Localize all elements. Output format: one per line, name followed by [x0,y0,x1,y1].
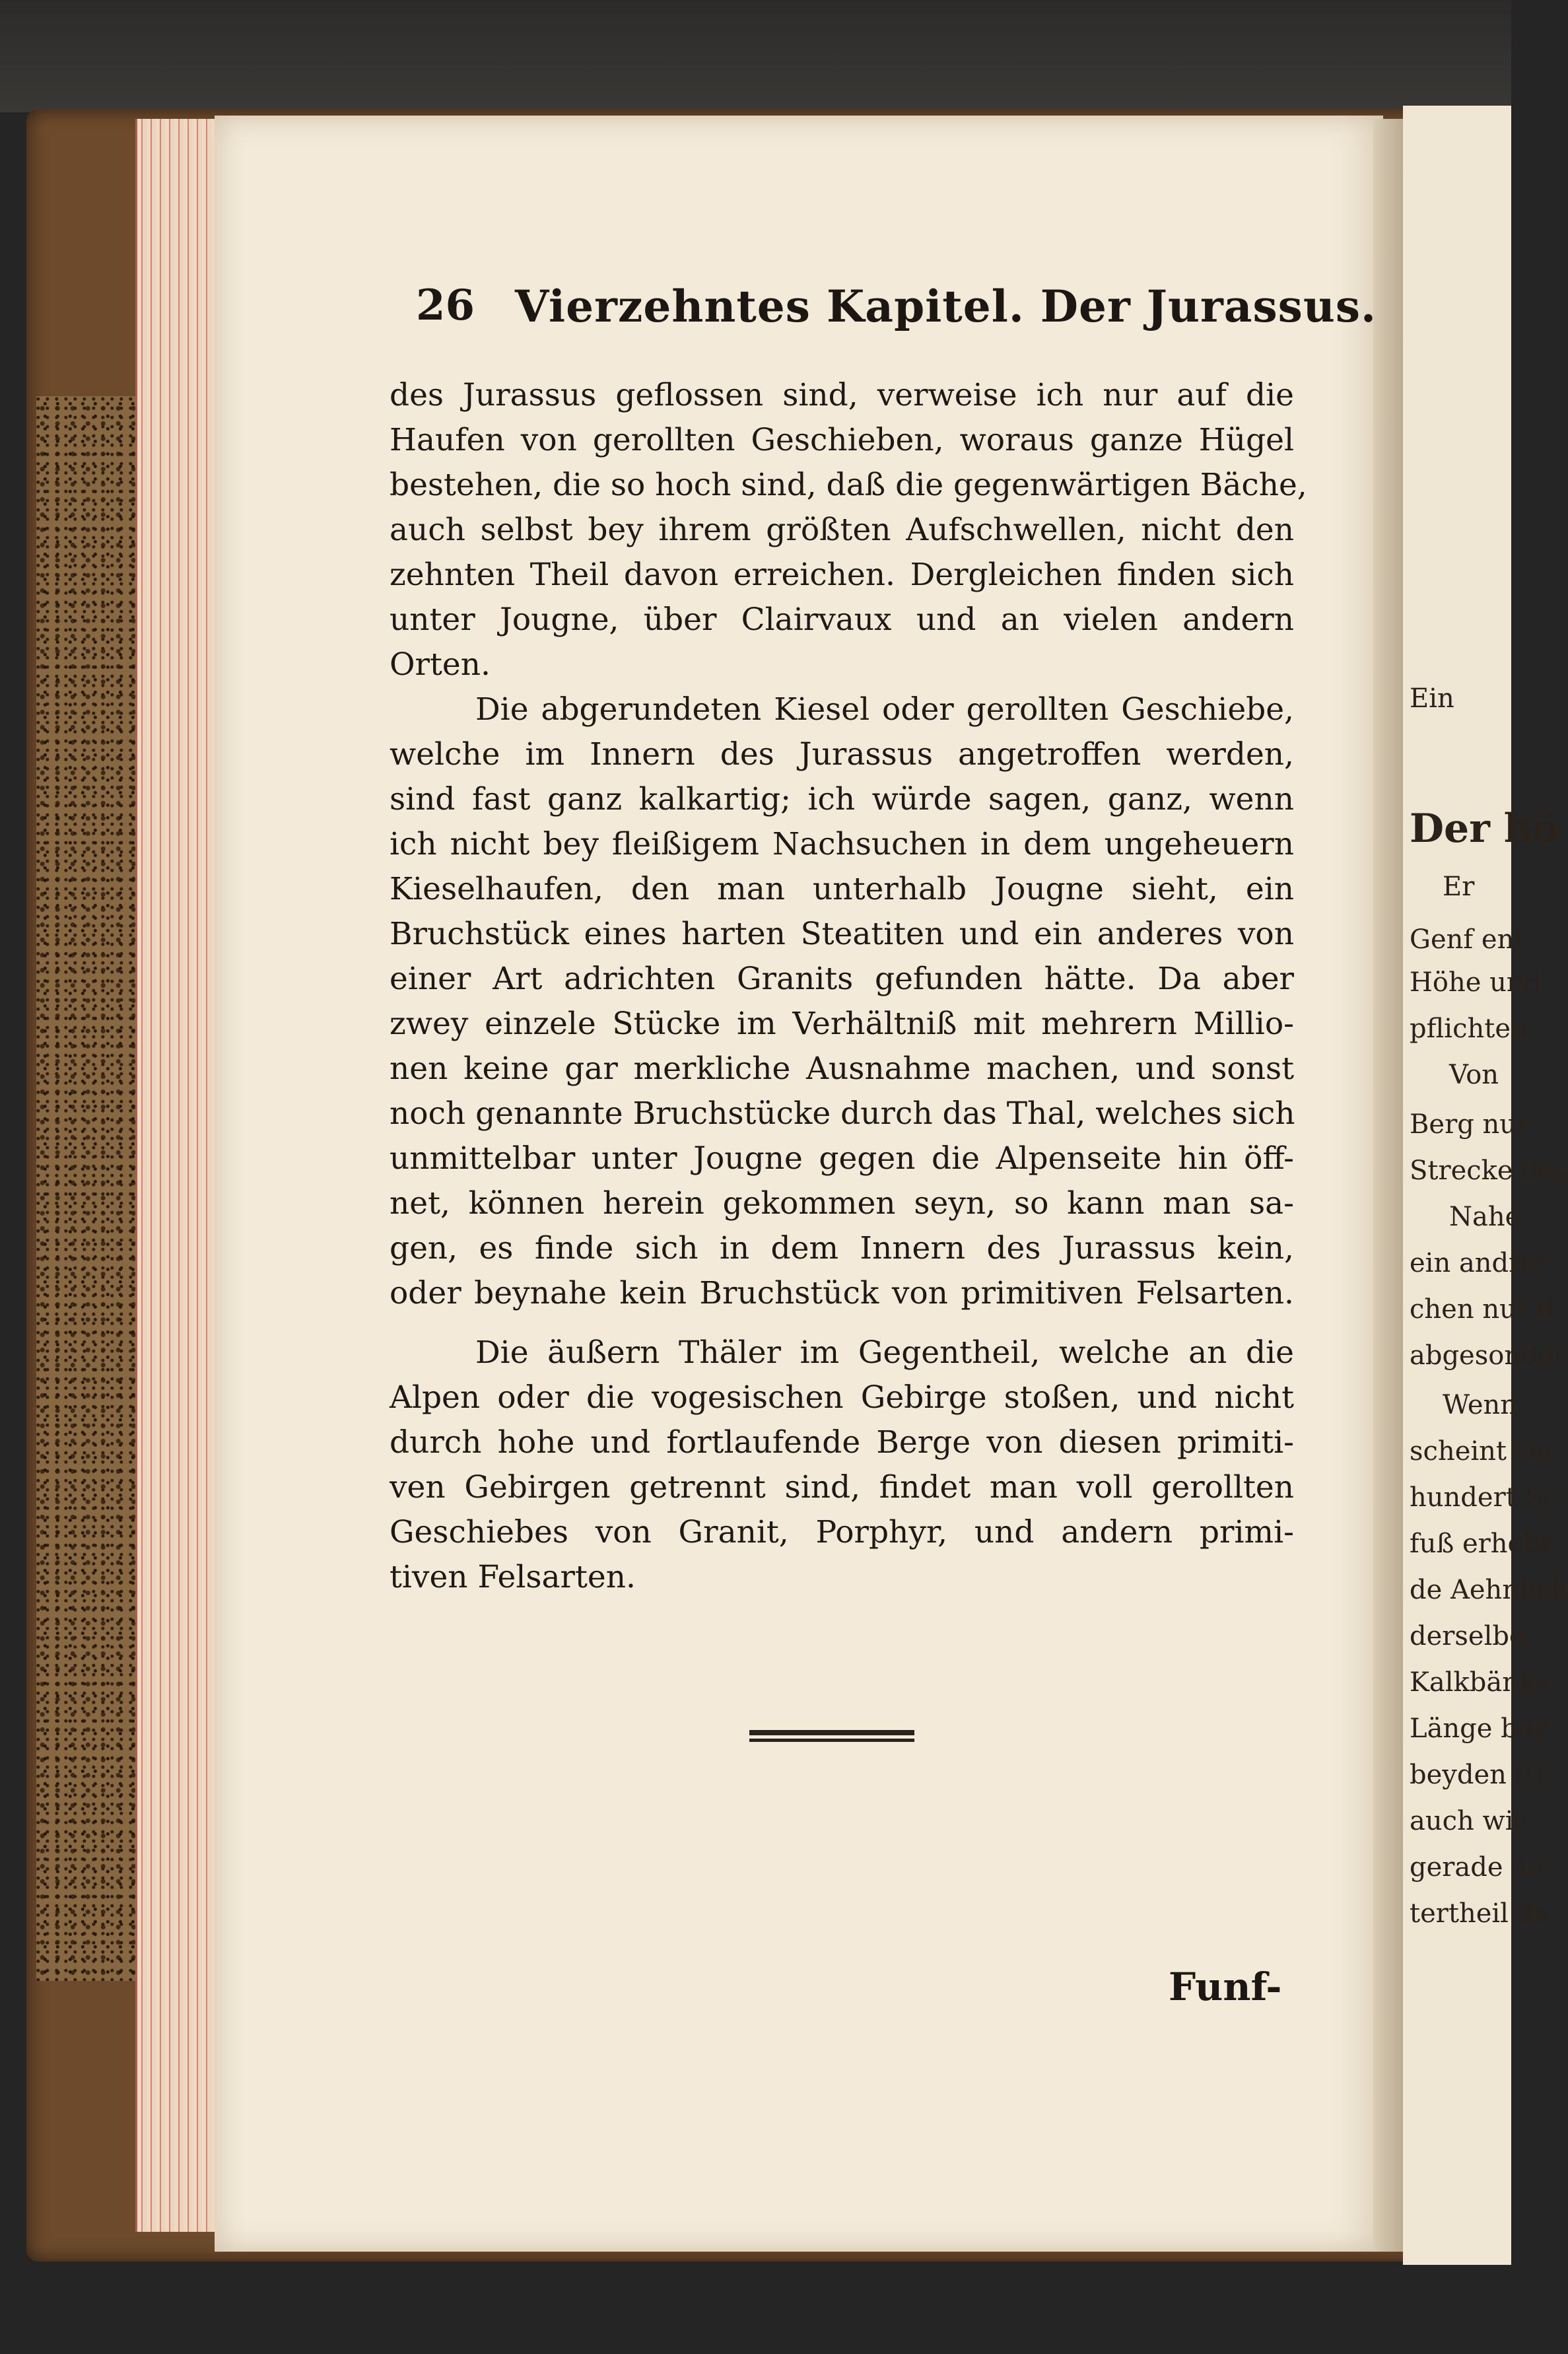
divider-bar [749,1730,914,1735]
paragraph-1 [390,373,1307,687]
text-line: tiven Felsarten. [390,1559,636,1595]
facing-line: de Aehnlich [1410,1575,1568,1605]
text-line: des Jurassus geflossen sind, verweise ich nur auf die [390,377,1294,413]
text-line: bestehen, die so hoch sind, daß die gegenwärtigen Bäche, [390,467,1307,503]
background-top [0,0,1511,112]
text-line: Kieselhaufen, den man unterhalb Jougne sieht, ein [390,871,1294,907]
page-header [416,281,1377,340]
text-line: net, können herein gekommen seyn, so kann man sa- [390,1185,1294,1222]
facing-line: chen nur d [1410,1294,1555,1325]
text-line: noch genannte Bruchstücke durch das Thal, welches sich [390,1095,1295,1132]
text-line: auch selbst bey ihrem größten Aufschwellen, nicht den [390,512,1294,548]
facing-page [1403,106,1568,2265]
text-line: zwey einzele Stücke im Verhältniß mit mehrern Millio- [390,1006,1294,1042]
facing-line: Er [1443,872,1475,902]
text-line: Die äußern Thäler im Gegentheil, welche an die [475,1334,1294,1371]
running-head: Vierzehntes Kapitel. Der Jurassus. [515,281,1377,332]
body-text [390,373,1307,1600]
section-divider-ornament [749,1730,914,1746]
facing-line: scheint sie [1410,1436,1553,1467]
text-line: unter Jougne, über Clairvaux und an vielen andern [390,602,1294,638]
facing-line: Wenn [1443,1390,1518,1420]
text-line: unmittelbar unter Jougne gegen die Alpenseite hin öff- [390,1140,1294,1177]
facing-line: Genf ent [1410,924,1525,955]
facing-line: gerade ab [1410,1852,1544,1883]
paragraph-2 [390,687,1294,1316]
facing-line: Kalkbänke [1410,1667,1551,1698]
facing-line: beyden Er [1410,1760,1547,1790]
facing-line: hundert Sc [1410,1482,1558,1513]
text-line: sind fast ganz kalkartig; ich würde sagen, ganz, wenn [390,781,1294,817]
text-line: gen, es finde sich in dem Innern des Jurassus kein, [390,1230,1294,1266]
text-line: einer Art adrichten Granits gefunden hätte. Da aber [390,961,1294,997]
text-line: nen keine gar merkliche Ausnahme machen, und sonst [390,1051,1294,1087]
text-line: Die abgerundeten Kiesel oder gerollten Geschiebe, [475,691,1294,728]
marbled-binding [36,396,135,1981]
facing-line: Höhe und [1410,967,1541,998]
text-line: Orten. [390,646,491,683]
facing-line: pflichten [1410,1014,1528,1044]
text-line: Bruchstück eines harten Steatiten und ein anderes von [390,916,1294,952]
text-line: welche im Innern des Jurassus angetroffen werden, [390,736,1294,773]
paragraph-3 [390,1331,1294,1600]
facing-line: Strecke des [1410,1156,1568,1186]
catchword: Funf- [1169,1964,1282,2009]
facing-line: abgesonder [1410,1340,1567,1371]
facing-line: Von [1449,1060,1499,1090]
facing-line: Ein [1410,683,1454,714]
text-line: Geschiebes von Granit, Porphyr, und andern primi- [390,1514,1294,1550]
text-line: zehnten Theil davon erreichen. Dergleichen finden sich [390,557,1294,593]
page-number: 26 [416,281,475,330]
text-line: Alpen oder die vogesischen Gebirge stoßen, und nicht [390,1379,1294,1416]
book-gutter [1373,119,1406,2252]
text-line: ich nicht bey fleißigem Nachsuchen in dem ungeheuern [390,826,1294,862]
divider-bar [749,1739,914,1742]
facing-line: derselbe, [1410,1621,1534,1651]
facing-line: Nahe [1449,1202,1521,1232]
facing-line: Länge bey [1410,1714,1549,1744]
facing-line: Der hö [1410,806,1559,852]
facing-line: Berg nur [1410,1109,1530,1140]
text-line: durch hohe und fortlaufende Berge von diesen primiti- [390,1424,1294,1461]
text-line: Haufen von gerollten Geschieben, woraus ganze Hügel [390,422,1294,458]
facing-line: tertheil de [1410,1898,1550,1929]
facing-line: auch wie [1410,1806,1530,1836]
text-line: oder beynahe kein Bruchstück von primitiven Felsarten. [390,1275,1294,1311]
facing-line: fuß erhebe [1410,1529,1556,1559]
page-edges [135,119,217,2232]
text-line: ven Gebirgen getrennt sind, findet man voll gerollten [390,1469,1294,1506]
facing-line: ein andrer [1410,1248,1550,1278]
